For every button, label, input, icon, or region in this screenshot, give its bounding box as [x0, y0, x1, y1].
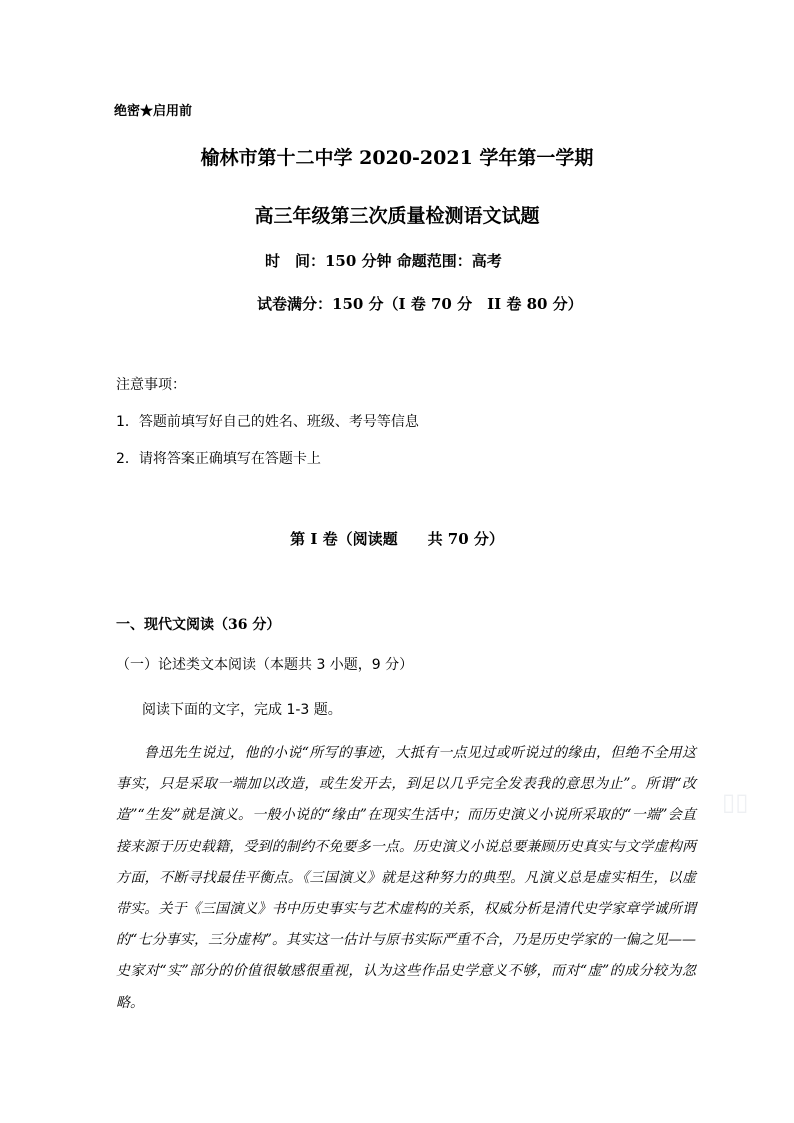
watermark-logo: ▯▯ [722, 788, 749, 816]
section-title: 第 I 卷（阅读题 共 70 分） [290, 530, 504, 548]
passage-paragraph: 鲁迅先生说过，他的小说“所写的事迹，大抵有一点见过或听说过的缘由，但绝不全用这事实，只是采取一端加以改造，或生发开去，到足以几乎完全发表我的意思为止”。所谓“改造”“生发”就是演义。一般小说的“缘由”在现实生活中；而历史演义小说所采取的“一端”会直接来源于历史载籍，受到的制约不免要多一点。历史演义小说总要兼顾历史真实与文学虚构两方面，不断寻找最佳平衡点。《三国演义》就是这种努力的典型。凡演义总是虚实相生，以虚带实。关于《三国演义》书中历史事实与艺术虚构的关系，权威分析是清代史学家章学诚所谓的“七分事实，三分虚构”。其实这一估计与原书实际严重不合，乃是历史学家的一偏之见——史家对“实”部分的价值很敏感很重视，认为这些作品史学意义不够，而对“虚”的成分较为忽略。 [116, 745, 696, 1011]
reading-instruction: 阅读下面的文字，完成 1-3 题。 [142, 702, 342, 718]
notice-item: 1．答题前填写好自己的姓名、班级、考号等信息 [116, 414, 419, 430]
exam-title: 榆林市第十二中学 2020-2021 学年第一学期 [200, 147, 594, 169]
notice-heading: 注意事项： [116, 377, 186, 393]
confidential-label: 绝密★启用前 [114, 104, 193, 119]
exam-subtitle: 高三年级第三次质量检测语文试题 [254, 205, 540, 227]
subsection-heading: （一）论述类文本阅读（本题共 3 小题，9 分） [116, 657, 414, 673]
notice-item: 2．请将答案正确填写在答题卡上 [116, 451, 321, 467]
reading-passage [116, 738, 696, 1019]
part-heading: 一、现代文阅读（36 分） [116, 617, 281, 633]
exam-score-info: 试卷满分：150 分（I 卷 70 分 II 卷 80 分） [257, 295, 583, 313]
exam-time-info: 时 间：150 分钟 命题范围：高考 [265, 252, 502, 270]
